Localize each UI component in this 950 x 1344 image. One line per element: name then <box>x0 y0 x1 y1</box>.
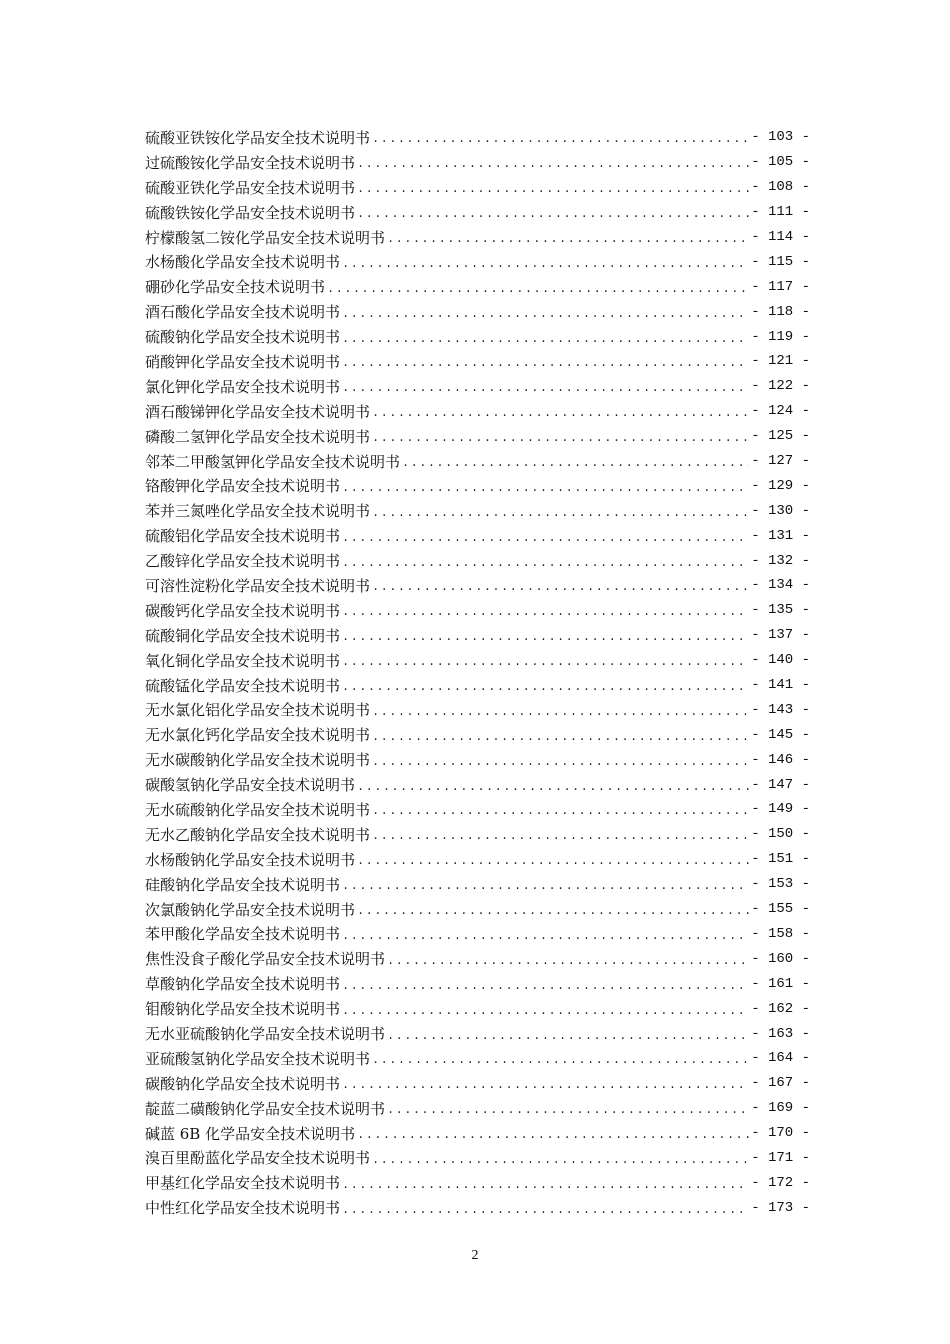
toc-dot-leader <box>342 307 749 321</box>
toc-entry[interactable] <box>145 1021 810 1046</box>
toc-entry-title: 硅酸钠化学品安全技术说明书 <box>145 875 341 894</box>
toc-entry-page: - 164 - <box>751 1050 810 1067</box>
toc-entry[interactable] <box>145 1046 810 1071</box>
toc-entry[interactable] <box>145 449 810 474</box>
toc-entry[interactable] <box>145 847 810 872</box>
toc-entry[interactable] <box>145 1096 810 1121</box>
toc-entry-page: - 143 - <box>751 701 810 718</box>
toc-entry[interactable] <box>145 648 810 673</box>
toc-dot-leader <box>357 207 749 221</box>
toc-dot-leader <box>402 456 749 470</box>
toc-dot-leader <box>372 804 749 818</box>
toc-entry-page: - 167 - <box>751 1075 810 1092</box>
toc-dot-leader <box>342 556 749 570</box>
toc-dot-leader <box>342 257 749 271</box>
toc-dot-leader <box>357 780 749 794</box>
toc-entry-title: 亚硫酸氢钠化学品安全技术说明书 <box>145 1049 371 1068</box>
toc-entry[interactable] <box>145 150 810 175</box>
toc-dot-leader <box>372 580 749 594</box>
toc-entry[interactable] <box>145 897 810 922</box>
toc-entry-page: - 160 - <box>751 950 810 967</box>
toc-entry-page: - 149 - <box>751 801 810 818</box>
toc-entry-title: 草酸钠化学品安全技术说明书 <box>145 975 341 994</box>
toc-entry[interactable] <box>145 946 810 971</box>
toc-dot-leader <box>372 431 749 445</box>
toc-entry-title: 次氯酸钠化学品安全技术说明书 <box>145 900 356 919</box>
toc-entry-title: 乙酸锌化学品安全技术说明书 <box>145 552 341 571</box>
toc-dot-leader <box>342 1178 749 1192</box>
toc-entry-title: 无水乙酸钠化学品安全技术说明书 <box>145 825 371 844</box>
toc-entry[interactable] <box>145 1071 810 1096</box>
toc-dot-leader <box>357 157 749 171</box>
toc-entry-page: - 127 - <box>751 453 810 470</box>
toc-entry[interactable] <box>145 274 810 299</box>
toc-dot-leader <box>372 730 749 744</box>
toc-entry[interactable] <box>145 1195 810 1220</box>
toc-dot-leader <box>342 1078 749 1092</box>
toc-dot-leader <box>342 605 749 619</box>
toc-dot-leader <box>342 381 749 395</box>
toc-entry[interactable] <box>145 175 810 200</box>
toc-dot-leader <box>372 755 749 769</box>
toc-entry-page: - 115 - <box>751 253 810 270</box>
toc-entry-page: - 121 - <box>751 353 810 370</box>
toc-entry-page: - 111 - <box>751 204 810 221</box>
toc-dot-leader <box>342 332 749 346</box>
toc-entry-title: 硫酸铝化学品安全技术说明书 <box>145 527 341 546</box>
toc-entry-title: 碳酸钠化学品安全技术说明书 <box>145 1074 341 1093</box>
toc-entry-title: 焦性没食子酸化学品安全技术说明书 <box>145 950 386 969</box>
toc-entry-title: 硫酸钠化学品安全技术说明书 <box>145 328 341 347</box>
toc-entry-title: 硫酸亚铁铵化学品安全技术说明书 <box>145 128 371 147</box>
toc-entry-page: - 140 - <box>751 652 810 669</box>
toc-dot-leader <box>342 979 749 993</box>
toc-entry-title: 过硫酸铵化学品安全技术说明书 <box>145 153 356 172</box>
toc-entry-title: 可溶性淀粉化学品安全技术说明书 <box>145 576 371 595</box>
toc-entry[interactable] <box>145 996 810 1021</box>
toc-entry-page: - 119 - <box>751 328 810 345</box>
toc-entry-page: - 151 - <box>751 851 810 868</box>
toc-entry-page: - 141 - <box>751 677 810 694</box>
toc-entry-title: 酒石酸锑钾化学品安全技术说明书 <box>145 402 371 421</box>
toc-entry-title: 磷酸二氢钾化学品安全技术说明书 <box>145 427 371 446</box>
toc-entry-page: - 158 - <box>751 925 810 942</box>
toc-entry-title: 无水氯化钙化学品安全技术说明书 <box>145 726 371 745</box>
toc-entry-title: 水杨酸化学品安全技术说明书 <box>145 253 341 272</box>
toc-entry-title: 碱蓝 6B 化学品安全技术说明书 <box>145 1124 356 1143</box>
toc-entry[interactable] <box>145 573 810 598</box>
toc-entry[interactable] <box>145 125 810 150</box>
toc-entry-page: - 130 - <box>751 502 810 519</box>
table-of-contents <box>145 125 810 1220</box>
toc-entry[interactable] <box>145 822 810 847</box>
toc-entry-page: - 118 - <box>751 303 810 320</box>
toc-entry-page: - 114 - <box>751 229 810 245</box>
toc-dot-leader <box>372 132 749 146</box>
toc-entry-page: - 169 - <box>751 1100 810 1117</box>
toc-entry-title: 铬酸钾化学品安全技术说明书 <box>145 477 341 496</box>
toc-entry-title: 钼酸钠化学品安全技术说明书 <box>145 1000 341 1019</box>
toc-entry[interactable] <box>145 349 810 374</box>
toc-entry-page: - 132 - <box>751 552 810 569</box>
toc-entry-title: 靛蓝二磺酸钠化学品安全技术说明书 <box>145 1099 386 1118</box>
toc-dot-leader <box>342 879 749 893</box>
toc-entry-title: 无水氯化铝化学品安全技术说明书 <box>145 701 371 720</box>
toc-dot-leader <box>342 1203 749 1217</box>
toc-entry-page: - 105 - <box>751 154 810 171</box>
toc-entry[interactable] <box>145 722 810 747</box>
toc-dot-leader <box>342 531 749 545</box>
toc-entry[interactable] <box>145 374 810 399</box>
toc-dot-leader <box>357 904 749 918</box>
toc-entry[interactable] <box>145 697 810 722</box>
toc-dot-leader <box>357 854 749 868</box>
toc-entry-page: - 150 - <box>751 826 810 843</box>
toc-entry-page: - 124 - <box>751 403 810 420</box>
toc-entry[interactable] <box>145 299 810 324</box>
toc-entry-page: - 103 - <box>751 129 810 146</box>
toc-entry-title: 硝酸钾化学品安全技术说明书 <box>145 352 341 371</box>
toc-entry-page: - 135 - <box>751 602 810 619</box>
toc-dot-leader <box>342 655 749 669</box>
toc-entry-title: 中性红化学品安全技术说明书 <box>145 1199 341 1218</box>
toc-entry-title: 氯化钾化学品安全技术说明书 <box>145 377 341 396</box>
toc-entry[interactable] <box>145 324 810 349</box>
toc-entry-page: - 137 - <box>751 627 810 644</box>
toc-entry[interactable] <box>145 922 810 947</box>
toc-dot-leader <box>387 1103 749 1117</box>
toc-entry-page: - 108 - <box>751 179 810 196</box>
toc-entry-page: - 117 - <box>751 278 810 295</box>
toc-entry-title: 酒石酸化学品安全技术说明书 <box>145 303 341 322</box>
toc-entry[interactable] <box>145 872 810 897</box>
toc-entry-title: 硫酸铁铵化学品安全技术说明书 <box>145 203 356 222</box>
toc-entry[interactable] <box>145 673 810 698</box>
toc-entry-title: 水杨酸钠化学品安全技术说明书 <box>145 850 356 869</box>
toc-entry-title: 硼砂化学品安全技术说明书 <box>145 278 326 297</box>
toc-entry-page: - 145 - <box>751 726 810 743</box>
toc-entry[interactable] <box>145 548 810 573</box>
toc-entry-title: 无水硫酸钠化学品安全技术说明书 <box>145 800 371 819</box>
toc-entry-page: - 162 - <box>751 1000 810 1017</box>
toc-entry-title: 硫酸锰化学品安全技术说明书 <box>145 676 341 695</box>
toc-entry-page: - 131 - <box>751 527 810 544</box>
toc-entry-page: - 170 - <box>751 1125 810 1142</box>
toc-entry[interactable] <box>145 225 810 250</box>
toc-dot-leader <box>387 232 749 246</box>
toc-entry-page: - 172 - <box>751 1174 810 1191</box>
toc-entry-page: - 129 - <box>751 477 810 494</box>
page-number: 2 <box>471 1248 479 1263</box>
toc-entry-page: - 153 - <box>751 876 810 893</box>
toc-entry[interactable] <box>145 797 810 822</box>
toc-entry-page: - 155 - <box>751 901 810 918</box>
toc-entry[interactable] <box>145 399 810 424</box>
toc-dot-leader <box>387 1029 749 1043</box>
toc-dot-leader <box>372 1053 749 1067</box>
toc-entry[interactable] <box>145 1121 810 1146</box>
toc-entry-page: - 146 - <box>751 751 810 768</box>
toc-entry[interactable] <box>145 747 810 772</box>
toc-dot-leader <box>342 356 749 370</box>
toc-entry[interactable] <box>145 772 810 797</box>
toc-entry-page: - 147 - <box>751 776 810 793</box>
toc-entry-title: 氧化铜化学品安全技术说明书 <box>145 651 341 670</box>
toc-entry-page: - 125 - <box>751 428 810 445</box>
toc-dot-leader <box>372 1153 749 1167</box>
toc-entry-page: - 173 - <box>751 1199 810 1216</box>
toc-dot-leader <box>387 954 749 968</box>
toc-entry[interactable] <box>145 424 810 449</box>
toc-entry-title: 溴百里酚蓝化学品安全技术说明书 <box>145 1149 371 1168</box>
toc-entry-title: 无水碳酸钠化学品安全技术说明书 <box>145 751 371 770</box>
toc-entry-title: 硫酸铜化学品安全技术说明书 <box>145 626 341 645</box>
toc-entry-title: 无水亚硫酸钠化学品安全技术说明书 <box>145 1025 386 1043</box>
toc-entry-title: 苯并三氮唑化学品安全技术说明书 <box>145 502 371 521</box>
toc-entry[interactable] <box>145 200 810 225</box>
toc-dot-leader <box>372 705 749 719</box>
toc-entry-page: - 161 - <box>751 975 810 992</box>
toc-entry[interactable] <box>145 473 810 498</box>
toc-dot-leader <box>342 680 749 694</box>
toc-entry-title: 邻苯二甲酸氢钾化学品安全技术说明书 <box>145 452 401 471</box>
toc-entry-title: 苯甲酸化学品安全技术说明书 <box>145 925 341 944</box>
toc-entry-title: 甲基红化学品安全技术说明书 <box>145 1174 341 1193</box>
toc-dot-leader <box>342 630 749 644</box>
toc-entry-page: - 122 - <box>751 378 810 395</box>
toc-entry-page: - 171 - <box>751 1149 810 1166</box>
toc-dot-leader <box>372 406 749 420</box>
toc-entry[interactable] <box>145 249 810 274</box>
toc-entry[interactable] <box>145 971 810 996</box>
toc-dot-leader <box>342 481 749 495</box>
toc-entry[interactable] <box>145 523 810 548</box>
toc-dot-leader <box>357 1128 749 1142</box>
toc-entry[interactable] <box>145 498 810 523</box>
toc-dot-leader <box>372 506 749 520</box>
toc-entry[interactable] <box>145 598 810 623</box>
toc-entry-page: - 163 - <box>751 1025 810 1042</box>
toc-entry-page: - 134 - <box>751 577 810 594</box>
toc-entry-title: 碳酸氢钠化学品安全技术说明书 <box>145 776 356 795</box>
toc-dot-leader <box>327 282 749 296</box>
toc-entry-title: 柠檬酸氢二铵化学品安全技术说明书 <box>145 228 386 247</box>
toc-dot-leader <box>342 1004 749 1018</box>
toc-entry-title: 碳酸钙化学品安全技术说明书 <box>145 601 341 620</box>
toc-entry-title: 硫酸亚铁化学品安全技术说明书 <box>145 178 356 197</box>
toc-entry[interactable] <box>145 623 810 648</box>
toc-entry[interactable] <box>145 1170 810 1195</box>
toc-entry[interactable] <box>145 1146 810 1171</box>
toc-dot-leader <box>372 829 749 843</box>
toc-dot-leader <box>357 182 749 196</box>
toc-dot-leader <box>342 929 749 943</box>
